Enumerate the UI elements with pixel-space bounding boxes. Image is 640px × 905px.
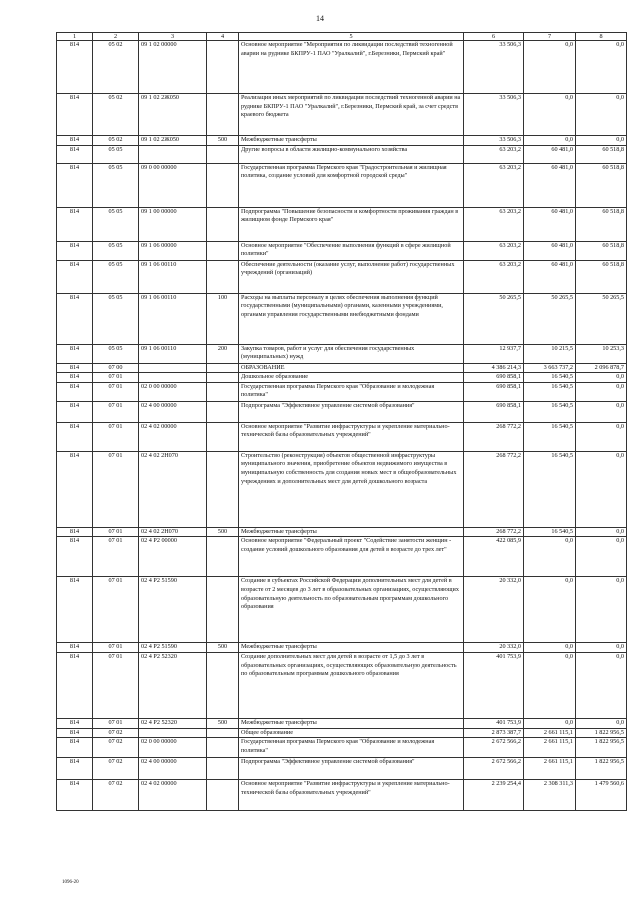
amount-2023-cell: 60 518,8 <box>576 207 627 241</box>
grbs-code-cell: 814 <box>57 260 93 293</box>
amount-2021-cell: 12 937,7 <box>464 344 524 363</box>
amount-2023-cell: 50 265,5 <box>576 293 627 344</box>
amount-2021-cell: 63 203,2 <box>464 207 524 241</box>
amount-2022-cell: 0,0 <box>524 537 576 577</box>
budget-table <box>56 32 627 811</box>
amount-2023-cell: 0,0 <box>576 643 627 653</box>
amount-2022-cell: 16 540,5 <box>524 382 576 401</box>
section-code-cell: 07 01 <box>93 401 139 422</box>
table-row <box>57 260 627 293</box>
section-code-cell: 07 02 <box>93 780 139 811</box>
table-row <box>57 527 627 537</box>
section-code-cell: 07 01 <box>93 537 139 577</box>
amount-2021-cell: 268 772,2 <box>464 422 524 451</box>
expense-type-cell <box>207 401 239 422</box>
grbs-code-cell: 814 <box>57 207 93 241</box>
section-code-cell: 05 05 <box>93 344 139 363</box>
expense-type-cell: 500 <box>207 643 239 653</box>
grbs-code-cell: 814 <box>57 728 93 738</box>
section-code-cell: 07 01 <box>93 422 139 451</box>
description-cell: Подпрограмма "Эффективное управление системой образования" <box>239 758 464 780</box>
amount-2023-cell: 0,0 <box>576 373 627 383</box>
expense-type-cell <box>207 758 239 780</box>
grbs-code-cell: 814 <box>57 422 93 451</box>
target-article-cell: 02 4 Р2 00000 <box>139 537 207 577</box>
section-code-cell: 07 01 <box>93 643 139 653</box>
amount-2021-cell: 4 386 214,3 <box>464 363 524 373</box>
description-cell: Реализация иных мероприятий по ликвидации последствий техногенной аварии на руднике БКПРУ-1 ПАО "Уралкалий", г.Березники, Пермский край, за счет средств краевого бюджета <box>239 94 464 136</box>
header-cell: 2 <box>93 33 139 41</box>
amount-2023-cell: 60 518,8 <box>576 145 627 163</box>
header-cell: 7 <box>524 33 576 41</box>
amount-2022-cell: 50 265,5 <box>524 293 576 344</box>
amount-2023-cell: 0,0 <box>576 537 627 577</box>
grbs-code-cell: 814 <box>57 382 93 401</box>
grbs-code-cell: 814 <box>57 145 93 163</box>
expense-type-cell: 500 <box>207 136 239 146</box>
amount-2023-cell: 60 518,8 <box>576 260 627 293</box>
amount-2022-cell: 0,0 <box>524 718 576 728</box>
target-article-cell <box>139 145 207 163</box>
table-row <box>57 293 627 344</box>
description-cell: Основное мероприятие "Федеральный проект "Содействие занятости женщин - создание условий дошкольного образования для детей в возрасте до трех лет" <box>239 537 464 577</box>
amount-2022-cell: 0,0 <box>524 41 576 94</box>
description-cell: Межбюджетные трансферты <box>239 527 464 537</box>
section-code-cell: 05 05 <box>93 145 139 163</box>
amount-2021-cell: 63 203,2 <box>464 260 524 293</box>
amount-2023-cell: 10 253,3 <box>576 344 627 363</box>
table-row <box>57 652 627 718</box>
section-code-cell: 07 01 <box>93 577 139 643</box>
table-header-row <box>57 33 627 41</box>
table-row <box>57 401 627 422</box>
section-code-cell: 07 01 <box>93 382 139 401</box>
amount-2023-cell: 0,0 <box>576 577 627 643</box>
amount-2022-cell: 2 308 311,3 <box>524 780 576 811</box>
amount-2023-cell: 0,0 <box>576 718 627 728</box>
amount-2023-cell: 0,0 <box>576 527 627 537</box>
target-article-cell: 09 0 00 00000 <box>139 163 207 207</box>
description-cell: Государственная программа Пермского края "Градостроительная и жилищная политика, создание условий для комфортной городской среды" <box>239 163 464 207</box>
grbs-code-cell: 814 <box>57 537 93 577</box>
grbs-code-cell: 814 <box>57 94 93 136</box>
table-row <box>57 537 627 577</box>
header-cell: 8 <box>576 33 627 41</box>
description-cell: Межбюджетные трансферты <box>239 718 464 728</box>
target-article-cell: 02 4 02 00000 <box>139 780 207 811</box>
document-code: 1096-20 <box>62 880 79 885</box>
amount-2021-cell: 2 672 566,2 <box>464 738 524 758</box>
amount-2022-cell: 60 481,0 <box>524 260 576 293</box>
expense-type-cell <box>207 207 239 241</box>
section-code-cell: 05 05 <box>93 260 139 293</box>
grbs-code-cell: 814 <box>57 643 93 653</box>
section-code-cell: 07 02 <box>93 738 139 758</box>
section-code-cell: 07 01 <box>93 451 139 527</box>
description-cell: Общее образование <box>239 728 464 738</box>
amount-2023-cell: 60 518,8 <box>576 163 627 207</box>
target-article-cell: 02 4 02 00000 <box>139 422 207 451</box>
target-article-cell: 02 4 00 00000 <box>139 758 207 780</box>
amount-2023-cell: 0,0 <box>576 382 627 401</box>
amount-2021-cell: 2 239 254,4 <box>464 780 524 811</box>
expense-type-cell <box>207 537 239 577</box>
section-code-cell: 07 01 <box>93 373 139 383</box>
table-row <box>57 207 627 241</box>
table-row <box>57 738 627 758</box>
amount-2022-cell: 2 661 115,1 <box>524 758 576 780</box>
section-code-cell: 07 01 <box>93 652 139 718</box>
amount-2023-cell: 0,0 <box>576 652 627 718</box>
table-row <box>57 363 627 373</box>
amount-2021-cell: 401 753,9 <box>464 718 524 728</box>
header-cell: 1 <box>57 33 93 41</box>
expense-type-cell <box>207 382 239 401</box>
grbs-code-cell: 814 <box>57 780 93 811</box>
header-cell: 6 <box>464 33 524 41</box>
grbs-code-cell: 814 <box>57 758 93 780</box>
amount-2023-cell: 0,0 <box>576 422 627 451</box>
amount-2023-cell: 0,0 <box>576 94 627 136</box>
amount-2022-cell: 10 215,5 <box>524 344 576 363</box>
grbs-code-cell: 814 <box>57 241 93 260</box>
description-cell: Государственная программа Пермского края "Образование и молодежная политика" <box>239 382 464 401</box>
amount-2022-cell: 16 540,5 <box>524 451 576 527</box>
grbs-code-cell: 814 <box>57 652 93 718</box>
header-cell: 4 <box>207 33 239 41</box>
expense-type-cell <box>207 422 239 451</box>
amount-2022-cell: 60 481,0 <box>524 241 576 260</box>
expense-type-cell <box>207 241 239 260</box>
expense-type-cell <box>207 363 239 373</box>
target-article-cell <box>139 728 207 738</box>
description-cell: Государственная программа Пермского края "Образование и молодежная политика" <box>239 738 464 758</box>
amount-2021-cell: 20 332,0 <box>464 577 524 643</box>
grbs-code-cell: 814 <box>57 718 93 728</box>
expense-type-cell: 100 <box>207 293 239 344</box>
expense-type-cell <box>207 41 239 94</box>
amount-2021-cell: 401 753,9 <box>464 652 524 718</box>
grbs-code-cell: 814 <box>57 527 93 537</box>
table-row <box>57 728 627 738</box>
expense-type-cell <box>207 163 239 207</box>
amount-2023-cell: 0,0 <box>576 401 627 422</box>
amount-2021-cell: 268 772,2 <box>464 451 524 527</box>
table-row <box>57 241 627 260</box>
target-article-cell: 02 0 00 00000 <box>139 738 207 758</box>
amount-2021-cell: 63 203,2 <box>464 241 524 260</box>
table-row <box>57 758 627 780</box>
expense-type-cell <box>207 260 239 293</box>
section-code-cell: 07 02 <box>93 758 139 780</box>
amount-2022-cell: 3 663 737,2 <box>524 363 576 373</box>
amount-2023-cell: 1 479 560,6 <box>576 780 627 811</box>
table-row <box>57 382 627 401</box>
section-code-cell: 07 01 <box>93 718 139 728</box>
table-row <box>57 451 627 527</box>
amount-2022-cell: 16 540,5 <box>524 401 576 422</box>
section-code-cell: 05 02 <box>93 94 139 136</box>
grbs-code-cell: 814 <box>57 363 93 373</box>
table-row <box>57 373 627 383</box>
section-code-cell: 05 05 <box>93 241 139 260</box>
target-article-cell: 02 4 00 00000 <box>139 401 207 422</box>
amount-2022-cell: 2 661 115,1 <box>524 738 576 758</box>
description-cell: Обеспечение деятельности (оказание услуг, выполнение работ) государственных учреждений (организаций) <box>239 260 464 293</box>
table-row <box>57 163 627 207</box>
amount-2023-cell: 2 096 878,7 <box>576 363 627 373</box>
description-cell: Закупка товаров, работ и услуг для обеспечения государственных (муниципальных) нужд <box>239 344 464 363</box>
description-cell: Основное мероприятие "Развитие инфраструктуры и укрепление материально-технической базы образовательных учреждений" <box>239 422 464 451</box>
expense-type-cell <box>207 94 239 136</box>
header-cell: 3 <box>139 33 207 41</box>
amount-2022-cell: 60 481,0 <box>524 163 576 207</box>
table-row <box>57 643 627 653</box>
grbs-code-cell: 814 <box>57 136 93 146</box>
grbs-code-cell: 814 <box>57 163 93 207</box>
amount-2021-cell: 33 506,3 <box>464 41 524 94</box>
table-row <box>57 136 627 146</box>
section-code-cell: 05 05 <box>93 207 139 241</box>
table-row <box>57 422 627 451</box>
description-cell: Основное мероприятие "Обеспечение выполнения функций в сфере жилищной политики" <box>239 241 464 260</box>
target-article-cell: 09 1 06 00110 <box>139 260 207 293</box>
grbs-code-cell: 814 <box>57 738 93 758</box>
table-row <box>57 577 627 643</box>
amount-2022-cell: 16 540,5 <box>524 422 576 451</box>
amount-2021-cell: 690 858,1 <box>464 401 524 422</box>
amount-2023-cell: 0,0 <box>576 136 627 146</box>
description-cell: Основное мероприятие "Мероприятия по ликвидации последствий техногенной аварии на руднике БКПРУ-1 ПАО "Уралкалий", г.Березники, Пермский край" <box>239 41 464 94</box>
expense-type-cell: 500 <box>207 718 239 728</box>
amount-2023-cell: 0,0 <box>576 451 627 527</box>
amount-2022-cell: 16 540,5 <box>524 527 576 537</box>
amount-2022-cell: 0,0 <box>524 577 576 643</box>
expense-type-cell <box>207 728 239 738</box>
table-row <box>57 145 627 163</box>
target-article-cell: 09 1 06 00110 <box>139 344 207 363</box>
description-cell: Строительство (реконструкция) объектов общественной инфраструктуры муниципального значения, приобретение объектов недвижимого имущества в муниципальную собственность для создания новых мест в общеобразовательных учреждениях и дополнительных мест для детей дошкольного возраста <box>239 451 464 527</box>
expense-type-cell <box>207 373 239 383</box>
amount-2022-cell: 16 540,5 <box>524 373 576 383</box>
target-article-cell: 02 4 02 2Н070 <box>139 527 207 537</box>
target-article-cell: 09 1 02 2Ж050 <box>139 94 207 136</box>
target-article-cell: 02 4 Р2 52320 <box>139 718 207 728</box>
target-article-cell <box>139 363 207 373</box>
amount-2023-cell: 0,0 <box>576 41 627 94</box>
section-code-cell: 05 05 <box>93 293 139 344</box>
section-code-cell: 05 02 <box>93 41 139 94</box>
grbs-code-cell: 814 <box>57 401 93 422</box>
description-cell: Создание дополнительных мест для детей в возрасте от 1,5 до 3 лет в образовательных организациях, осуществляющих образовательную деятельность по образовательным программам дошкольного образования <box>239 652 464 718</box>
section-code-cell: 05 02 <box>93 136 139 146</box>
amount-2021-cell: 690 858,1 <box>464 382 524 401</box>
expense-type-cell <box>207 451 239 527</box>
expense-type-cell <box>207 577 239 643</box>
expense-type-cell: 500 <box>207 527 239 537</box>
target-article-cell: 02 4 Р2 51590 <box>139 577 207 643</box>
target-article-cell: 09 1 06 00000 <box>139 241 207 260</box>
header-cell: 5 <box>239 33 464 41</box>
amount-2022-cell: 0,0 <box>524 94 576 136</box>
description-cell: Основное мероприятие "Развитие инфраструктуры и укрепление материально-технической базы образовательных учреждений" <box>239 780 464 811</box>
amount-2023-cell: 60 518,8 <box>576 241 627 260</box>
description-cell: Другие вопросы в области жилищно-коммунального хозяйства <box>239 145 464 163</box>
target-article-cell: 09 1 00 00000 <box>139 207 207 241</box>
grbs-code-cell: 814 <box>57 344 93 363</box>
amount-2022-cell: 2 661 115,1 <box>524 728 576 738</box>
amount-2021-cell: 63 203,2 <box>464 163 524 207</box>
target-article-cell: 09 1 06 00110 <box>139 293 207 344</box>
amount-2023-cell: 1 822 956,5 <box>576 758 627 780</box>
expense-type-cell <box>207 145 239 163</box>
section-code-cell: 07 01 <box>93 527 139 537</box>
description-cell: Дошкольное образование <box>239 373 464 383</box>
amount-2022-cell: 60 481,0 <box>524 207 576 241</box>
amount-2022-cell: 60 481,0 <box>524 145 576 163</box>
target-article-cell: 09 1 02 00000 <box>139 41 207 94</box>
amount-2022-cell: 0,0 <box>524 643 576 653</box>
grbs-code-cell: 814 <box>57 577 93 643</box>
amount-2021-cell: 20 332,0 <box>464 643 524 653</box>
section-code-cell: 05 05 <box>93 163 139 207</box>
expense-type-cell <box>207 780 239 811</box>
grbs-code-cell: 814 <box>57 41 93 94</box>
description-cell: ОБРАЗОВАНИЕ <box>239 363 464 373</box>
description-cell: Расходы на выплаты персоналу в целях обеспечения выполнения функций государственными (муниципальными) органами, казенными учреждениями, органами управления государственными внебюджетными фондами <box>239 293 464 344</box>
amount-2022-cell: 0,0 <box>524 652 576 718</box>
amount-2022-cell: 0,0 <box>524 136 576 146</box>
section-code-cell: 07 00 <box>93 363 139 373</box>
table-row <box>57 344 627 363</box>
page-number: 14 <box>316 14 324 23</box>
target-article-cell: 09 1 02 2Ж050 <box>139 136 207 146</box>
target-article-cell: 02 4 02 2Н070 <box>139 451 207 527</box>
expense-type-cell <box>207 652 239 718</box>
description-cell: Создание в субъектах Российской Федерации дополнительных мест для детей в возрасте от 2 месяцев до 3 лет в образовательных организациях, осуществляющих образовательную деятельность по образовательным программам дошкольного образования <box>239 577 464 643</box>
description-cell: Межбюджетные трансферты <box>239 136 464 146</box>
amount-2021-cell: 33 506,3 <box>464 136 524 146</box>
description-cell: Подпрограмма "Повышение безопасности и комфортности проживания граждан в жилищном фонде Пермского края" <box>239 207 464 241</box>
table-row <box>57 718 627 728</box>
amount-2021-cell: 268 772,2 <box>464 527 524 537</box>
amount-2021-cell: 2 672 566,2 <box>464 758 524 780</box>
table-row <box>57 780 627 811</box>
amount-2021-cell: 63 203,2 <box>464 145 524 163</box>
target-article-cell: 02 4 Р2 51590 <box>139 643 207 653</box>
amount-2021-cell: 2 873 387,7 <box>464 728 524 738</box>
description-cell: Подпрограмма "Эффективное управление системой образования" <box>239 401 464 422</box>
grbs-code-cell: 814 <box>57 373 93 383</box>
target-article-cell: 02 0 00 00000 <box>139 382 207 401</box>
target-article-cell <box>139 373 207 383</box>
amount-2021-cell: 50 265,5 <box>464 293 524 344</box>
expense-type-cell <box>207 738 239 758</box>
table-row <box>57 94 627 136</box>
target-article-cell: 02 4 Р2 52320 <box>139 652 207 718</box>
amount-2023-cell: 1 822 956,5 <box>576 738 627 758</box>
amount-2021-cell: 33 506,3 <box>464 94 524 136</box>
section-code-cell: 07 02 <box>93 728 139 738</box>
amount-2023-cell: 1 822 956,5 <box>576 728 627 738</box>
expense-type-cell: 200 <box>207 344 239 363</box>
grbs-code-cell: 814 <box>57 451 93 527</box>
amount-2021-cell: 422 085,9 <box>464 537 524 577</box>
grbs-code-cell: 814 <box>57 293 93 344</box>
table-row <box>57 41 627 94</box>
amount-2021-cell: 690 858,1 <box>464 373 524 383</box>
description-cell: Межбюджетные трансферты <box>239 643 464 653</box>
